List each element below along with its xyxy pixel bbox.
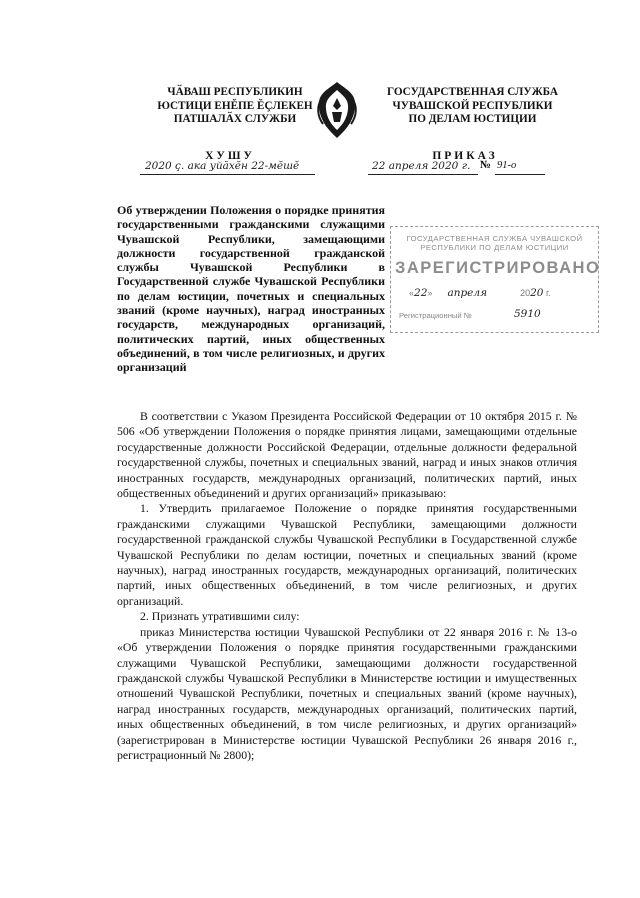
stamp-year: 20 — [530, 287, 544, 299]
body-paragraph: 2. Признать утратившими силу: — [140, 609, 300, 624]
doc-kind-russian: ПРИКАЗ — [432, 150, 498, 162]
handwritten-number: 91-о — [497, 160, 517, 171]
number-label: № — [480, 159, 492, 171]
stamp-date-mid: » — [427, 288, 433, 298]
header-left-chuvash — [150, 86, 320, 127]
stamp-reg-number: 5910 — [514, 308, 541, 320]
stamp-org-line: ГОСУДАРСТВЕННАЯ СЛУЖБА ЧУВАШСКОЙ — [406, 234, 583, 243]
body-paragraph: В соответствии с Указом Президента Российской Федерации от 10 октября 2015 г. № 506 «Об утверждении Положения о порядке принятия лицами, замещающими отдельные государственные должности Российской Федерации, отдельные должности федеральной государственной службы, почетных и специальных званий, наград и иных знаков отличия иностранных государств, международных организаций, политических партий, иных общественных объединений и других организаций» приказываю: — [117, 409, 577, 501]
document-body — [117, 409, 577, 763]
header-right-line: ПО ДЕЛАМ ЮСТИЦИИ — [408, 113, 537, 125]
stamp-reg-label: Регистрационный № — [399, 311, 472, 320]
chuvashia-coat-of-arms-icon — [313, 80, 361, 140]
stamp-registration-number — [399, 308, 594, 320]
date-underline-left — [140, 174, 315, 175]
header-right-line: ЧУВАШСКОЙ РЕСПУБЛИКИ — [392, 99, 553, 112]
body-paragraph: 1. Утвердить прилагаемое Положение о порядке принятия государственными гражданскими служащими Чувашской Республики, замещающими должности государственной гражданской службы Чувашской Республики в Государственной службе Чувашской Республики по делам юстиции, почетных и специальных званий (кроме научных), наград иностранных государств, международных организаций, политических партий, иных общественных объединений, в том числе религиозных, и других организаций. — [117, 501, 577, 608]
stamp-day: 22 — [414, 287, 428, 299]
header-right-russian — [380, 86, 565, 127]
stamp-organization — [395, 234, 594, 252]
header-left-line: ПАТШАЛӐХ СЛУЖБИ — [173, 113, 297, 125]
stamp-date — [409, 287, 594, 299]
document-title: Об утверждении Положения о порядке принятия государственными гражданскими служащими Чувашской Республики, замещающими должности государственной гражданской службы Чувашской Республики в Государственной службе Чувашской Республики по делам юстиции, почетных и специальных званий (кроме научных), наград иностранных государств, международных организаций, политических партий, иных общественных объединений, в том числе религиозных, и других организаций — [117, 203, 385, 375]
date-underline-right — [368, 174, 478, 175]
stamp-month: апреля — [447, 287, 488, 299]
handwritten-date-chuvash: 2020 ҫ. ака уйӑхӗн 22-мӗшӗ — [145, 160, 300, 172]
handwritten-date-russian: 22 апреля 2020 г. — [372, 160, 471, 172]
number-underline — [495, 174, 545, 175]
stamp-year-prefix: 20 — [520, 288, 531, 298]
doc-kind-chuvash: ХУШУ — [205, 150, 255, 162]
stamp-org-line: РЕСПУБЛИКИ ПО ДЕЛАМ ЮСТИЦИИ — [420, 243, 569, 252]
header-left-line: ЮСТИЦИ ЕНĔПЕ ĔҪЛЕКЕН — [157, 99, 313, 112]
header-left-line: ЧӐВАШ РЕСПУБЛИКИН — [167, 86, 303, 98]
body-paragraph: приказ Министерства юстиции Чувашской Республики от 22 января 2016 г. № 13-о «Об утверждении Положения о порядке принятия государственными гражданскими служащими Чувашской Республики, замещающими должности государственной гражданской службы Чувашской Республики в Министерстве юстиции и имущественных отношений Чувашской Республики, почетных и специальных званий (кроме научных), наград иностранных государств, международных организаций, политических партий, иных общественных объединений, в том числе религиозных, и других организаций» (зарегистрирован в Министерстве юстиции Чувашской Республики 26 января 2016 г., регистрационный № 2800); — [117, 624, 577, 762]
stamp-date-open: « — [409, 288, 415, 298]
registration-stamp — [390, 226, 599, 333]
stamp-year-suffix: г. — [545, 288, 551, 298]
stamp-registered-label: ЗАРЕГИСТРИРОВАНО — [395, 259, 601, 277]
header-right-line: ГОСУДАРСТВЕННАЯ СЛУЖБА — [387, 86, 558, 98]
